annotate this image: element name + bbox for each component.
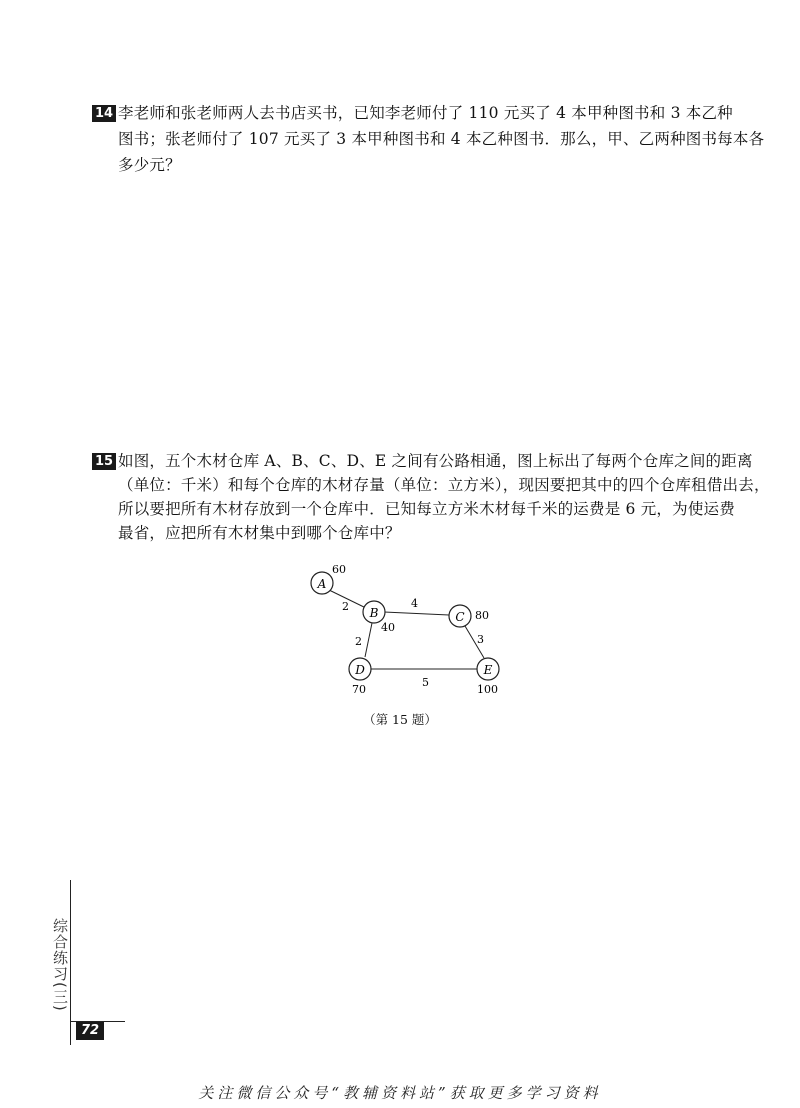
- node-label: E: [483, 663, 493, 677]
- node-label: B: [369, 606, 379, 620]
- storage-e: 100: [477, 683, 498, 696]
- problem-text-line: 最省，应把所有木材集中到哪个仓库中？: [118, 524, 401, 542]
- node-label: D: [355, 663, 365, 677]
- footer-note: 关注微信公众号“教辅资料站”获取更多学习资料: [198, 1084, 602, 1102]
- node-a: [311, 572, 333, 594]
- distance-b-c: 4: [411, 597, 418, 610]
- edge-b-d: [365, 623, 372, 657]
- problem-text-line: 图书；张老师付了 107 元买了 3 本甲种图书和 4 本乙种图书．那么，甲、乙两种图书每本各: [118, 130, 765, 148]
- storage-d: 70: [352, 683, 366, 696]
- problem-number: 14: [92, 105, 116, 122]
- storage-a: 60: [332, 563, 346, 576]
- problem-15: [92, 451, 770, 551]
- problem-number: 15: [92, 453, 116, 470]
- problem-text-line: （单位：千米）和每个仓库的木材存量（单位：立方米），现因要把其中的四个仓库租借出去，: [118, 476, 770, 494]
- problem-text-line: 所以要把所有木材存放到一个仓库中．已知每立方米木材每千米的运费是 6 元，为使运费: [118, 500, 735, 518]
- node-b: [363, 601, 385, 623]
- problem-14: [92, 103, 765, 174]
- distance-d-e: 5: [422, 676, 429, 689]
- node-c: [449, 605, 471, 627]
- storage-c: 80: [475, 609, 489, 622]
- node-label: C: [455, 610, 465, 624]
- storage-b: 40: [381, 621, 395, 634]
- distance-a-b: 2: [342, 600, 349, 613]
- distance-c-e: 3: [477, 633, 484, 646]
- problem-text-line: 李老师和张老师两人去书店买书，已知李老师付了 110 元买了 4 本甲种图书和 3 本乙种: [118, 104, 733, 122]
- distance-b-d: 2: [355, 635, 362, 648]
- section-label: 综合练习(三): [51, 918, 69, 1012]
- page-number: 72: [76, 1022, 104, 1040]
- node-d: [349, 658, 371, 680]
- figure-caption: （第 15 题）: [363, 712, 437, 727]
- edge-b-c: [384, 612, 449, 615]
- problem-text-line: 多少元？: [118, 156, 181, 174]
- problem-text-line: 如图，五个木材仓库 A、B、C、D、E 之间有公路相通，图上标出了每两个仓库之间的距离: [118, 452, 753, 470]
- node-e: [477, 658, 499, 680]
- node-label: A: [317, 577, 327, 591]
- warehouse-road-diagram: [300, 560, 520, 700]
